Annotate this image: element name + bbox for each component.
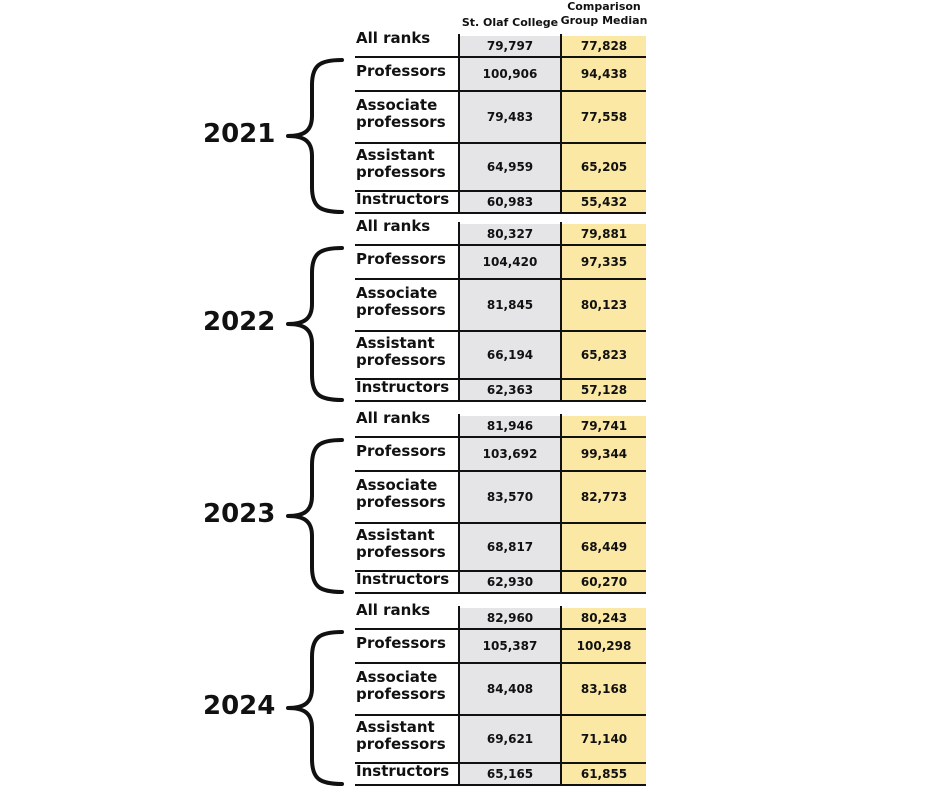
column-header-comparison-line-2: Group Median bbox=[560, 14, 648, 27]
year-label-2024: 2024 bbox=[203, 691, 276, 721]
row-label-2022-4: Instructors bbox=[356, 377, 450, 396]
curly-brace-path bbox=[288, 248, 342, 400]
cell-comparison-2022-4: 57,128 bbox=[562, 380, 646, 400]
curly-brace-icon bbox=[280, 435, 350, 597]
cell-comparison-2021-4: 55,432 bbox=[562, 192, 646, 212]
year-label-2022: 2022 bbox=[203, 307, 276, 337]
curly-brace-icon bbox=[280, 55, 350, 217]
cell-comparison-2023-4: 60,270 bbox=[562, 572, 646, 592]
cell-st-olaf-2022-4: 62,363 bbox=[460, 380, 560, 400]
cell-comparison-2023-2: 82,773 bbox=[562, 472, 646, 522]
column-header-comparison bbox=[552, 0, 656, 28]
cell-comparison-2021-2: 77,558 bbox=[562, 92, 646, 142]
cell-comparison-2024-4: 61,855 bbox=[562, 764, 646, 784]
row-label-2021-1: Professors bbox=[356, 61, 446, 80]
year-label-2021: 2021 bbox=[203, 119, 276, 149]
cell-comparison-2023-0: 79,741 bbox=[562, 416, 646, 436]
cell-comparison-2021-1: 94,438 bbox=[562, 58, 646, 90]
row-divider-2021-4 bbox=[355, 212, 646, 214]
cell-st-olaf-2023-2: 83,570 bbox=[460, 472, 560, 522]
cell-st-olaf-2024-3: 69,621 bbox=[460, 716, 560, 762]
cell-comparison-2022-0: 79,881 bbox=[562, 224, 646, 244]
row-label-2023-0: All ranks bbox=[356, 409, 431, 427]
cell-st-olaf-2022-2: 81,845 bbox=[460, 280, 560, 330]
curly-brace-path bbox=[288, 60, 342, 212]
cell-st-olaf-2021-3: 64,959 bbox=[460, 144, 560, 190]
row-label-2024-1: Professors bbox=[356, 633, 446, 652]
column-divider-middle-2022 bbox=[560, 222, 562, 402]
cell-st-olaf-2024-4: 65,165 bbox=[460, 764, 560, 784]
cell-comparison-2022-2: 80,123 bbox=[562, 280, 646, 330]
cell-st-olaf-2023-4: 62,930 bbox=[460, 572, 560, 592]
cell-st-olaf-2021-2: 79,483 bbox=[460, 92, 560, 142]
cell-st-olaf-2023-0: 81,946 bbox=[460, 416, 560, 436]
cell-comparison-2021-3: 65,205 bbox=[562, 144, 646, 190]
row-label-2024-3: Assistant professors bbox=[356, 718, 446, 753]
cell-st-olaf-2024-0: 82,960 bbox=[460, 608, 560, 628]
cell-st-olaf-2022-1: 104,420 bbox=[460, 246, 560, 278]
curly-brace-icon bbox=[280, 627, 350, 789]
cell-comparison-2021-0: 77,828 bbox=[562, 36, 646, 56]
column-divider-left-2023 bbox=[458, 414, 460, 594]
cell-comparison-2022-1: 97,335 bbox=[562, 246, 646, 278]
row-label-2024-2: Associate professors bbox=[356, 668, 446, 703]
column-divider-left-2022 bbox=[458, 222, 460, 402]
cell-st-olaf-2024-1: 105,387 bbox=[460, 630, 560, 662]
cell-comparison-2023-1: 99,344 bbox=[562, 438, 646, 470]
row-label-2023-3: Assistant professors bbox=[356, 526, 446, 561]
cell-comparison-2024-3: 71,140 bbox=[562, 716, 646, 762]
row-label-2022-1: Professors bbox=[356, 249, 446, 268]
row-divider-2024-4 bbox=[355, 784, 646, 786]
row-label-2023-4: Instructors bbox=[356, 569, 450, 588]
column-header-comparison-line-1: Comparison bbox=[567, 0, 641, 13]
column-divider-left-2024 bbox=[458, 606, 460, 786]
row-label-2024-0: All ranks bbox=[356, 601, 431, 619]
row-label-2021-4: Instructors bbox=[356, 189, 450, 208]
cell-st-olaf-2021-1: 100,906 bbox=[460, 58, 560, 90]
row-label-2024-4: Instructors bbox=[356, 761, 450, 780]
cell-st-olaf-2021-0: 79,797 bbox=[460, 36, 560, 56]
column-header-st-olaf bbox=[460, 16, 560, 30]
row-divider-2023-4 bbox=[355, 592, 646, 594]
cell-st-olaf-2022-3: 66,194 bbox=[460, 332, 560, 378]
column-divider-middle-2024 bbox=[560, 606, 562, 786]
column-divider-middle-2021 bbox=[560, 34, 562, 214]
row-label-2021-3: Assistant professors bbox=[356, 146, 446, 181]
row-label-2022-3: Assistant professors bbox=[356, 334, 446, 369]
cell-st-olaf-2023-1: 103,692 bbox=[460, 438, 560, 470]
column-divider-left-2021 bbox=[458, 34, 460, 214]
row-label-2021-0: All ranks bbox=[356, 29, 431, 47]
cell-comparison-2023-3: 68,449 bbox=[562, 524, 646, 570]
cell-comparison-2024-2: 83,168 bbox=[562, 664, 646, 714]
curly-brace-path bbox=[288, 632, 342, 784]
year-label-2023: 2023 bbox=[203, 499, 276, 529]
column-header-st-olaf-line: St. Olaf College bbox=[461, 16, 559, 29]
column-divider-middle-2023 bbox=[560, 414, 562, 594]
cell-st-olaf-2022-0: 80,327 bbox=[460, 224, 560, 244]
cell-comparison-2024-0: 80,243 bbox=[562, 608, 646, 628]
row-label-2021-2: Associate professors bbox=[356, 96, 446, 131]
cell-st-olaf-2023-3: 68,817 bbox=[460, 524, 560, 570]
curly-brace-icon bbox=[280, 243, 350, 405]
cell-st-olaf-2021-4: 60,983 bbox=[460, 192, 560, 212]
row-divider-2022-4 bbox=[355, 400, 646, 402]
cell-st-olaf-2024-2: 84,408 bbox=[460, 664, 560, 714]
row-label-2022-0: All ranks bbox=[356, 217, 431, 235]
curly-brace-path bbox=[288, 440, 342, 592]
row-label-2023-2: Associate professors bbox=[356, 476, 446, 511]
row-label-2022-2: Associate professors bbox=[356, 284, 446, 319]
row-label-2023-1: Professors bbox=[356, 441, 446, 460]
cell-comparison-2024-1: 100,298 bbox=[562, 630, 646, 662]
cell-comparison-2022-3: 65,823 bbox=[562, 332, 646, 378]
